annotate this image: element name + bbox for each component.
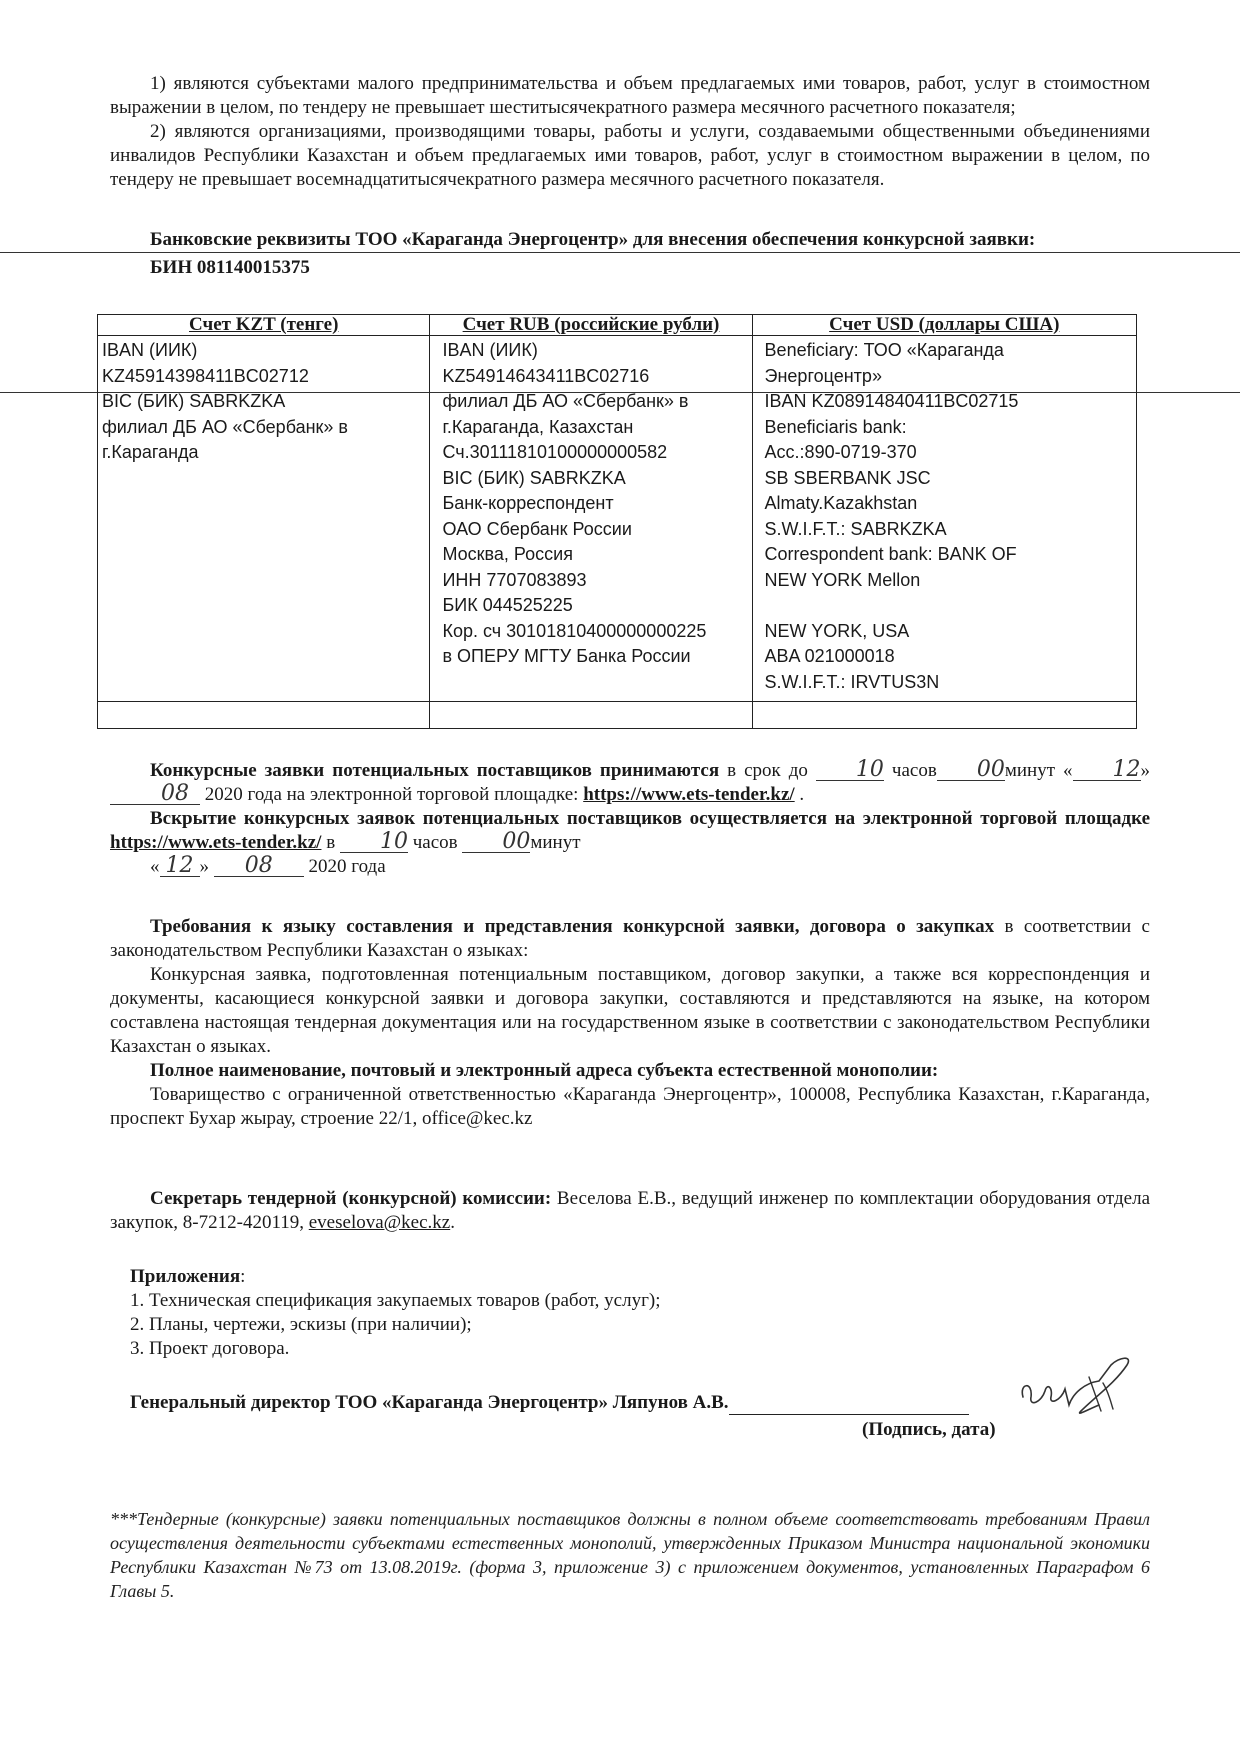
language-heading xyxy=(110,915,1150,963)
opening-text: » xyxy=(199,856,209,877)
language-body: Конкурсная заявка, подготовленная потенциальным поставщиком, договор закупки, а также вся корреспонденция и документы, касающиеся конкурсной заявки и договора закупки, составляются и представляются на языке, на котором составлена настоящая тендерная документация или на государственном языке в соответствии с законодательством Республики Казахстан о языках. xyxy=(110,964,1150,1057)
footnote-text: ***Тендерные (конкурсные) заявки потенциальных поставщиков должны в полном объеме соответствовать требованиям Правил осуществления деятельности субъектами естественных монополий, утвержденных Приказом Министра национальной экономики Республики Казахстан №73 от 13.08.2019г. (форма 3, приложение 3) с приложением документов, установленных Параграфом 6 Главы 5. xyxy=(110,1509,1150,1601)
acceptance-text: в срок до xyxy=(719,760,816,781)
usd-line: Beneficiary: ТОО «Караганда xyxy=(764,340,1004,360)
signature-block xyxy=(110,1391,1150,1447)
opening-text: 2020 года xyxy=(308,856,386,877)
appendix-title: Приложения xyxy=(130,1266,241,1287)
acceptance-text: » xyxy=(1140,760,1151,781)
usd-line: Acc.:890-0719-370 xyxy=(764,442,917,462)
header-rub: Счет RUB (российские рубли) xyxy=(430,315,752,336)
kzt-account-cell xyxy=(98,336,430,702)
language-bold: Требования к языку составления и представления конкурсной заявки, договора о закупках xyxy=(150,916,995,937)
address-body: Товарищество с ограниченной ответственностью «Караганда Энергоцентр», 100008, Республика Казахстан, г.Караганда, проспект Бухар жырау, строение 22/1, office@kec.kz xyxy=(110,1084,1150,1129)
opening-text: « xyxy=(150,856,160,877)
rub-line: BIC (БИК) SABRKZKA xyxy=(442,467,626,488)
opening-date-line xyxy=(110,855,1150,879)
handwritten-minute: 00 xyxy=(937,760,1005,781)
acceptance-text: . xyxy=(794,784,805,805)
rub-line: Кор. сч 30101810400000000225 xyxy=(442,620,707,641)
handwritten-minute-2: 00 xyxy=(462,832,530,853)
language-section xyxy=(110,915,1150,1131)
secretary-text: . xyxy=(450,1212,455,1233)
appendix-item: 3. Проект договора. xyxy=(130,1338,290,1359)
usd-line: Энергоцентр» xyxy=(764,365,882,386)
rub-line: KZ54914643411BC02716 xyxy=(442,365,650,386)
usd-line: S.W.I.F.T.: IRVTUS3N xyxy=(764,671,940,692)
signatory-text: Генеральный директор ТОО «Караганда Энергоцентр» Ляпунов А.В. xyxy=(130,1392,729,1413)
kzt-line: IBAN (ИИК) xyxy=(102,340,198,360)
bank-heading: Банковские реквизиты ТОО «Караганда Энергоцентр» для внесения обеспечения конкурсной заявки: xyxy=(150,229,1036,250)
secretary-paragraph xyxy=(110,1187,1150,1235)
kzt-line: KZ45914398411BC02712 xyxy=(102,365,309,386)
appendix-item: 2. Планы, чертежи, эскизы (при наличии); xyxy=(130,1314,472,1335)
usd-line: NEW YORK Mellon xyxy=(764,569,921,590)
appendix-colon: : xyxy=(240,1266,246,1287)
header-usd: Счет USD (доллары США) xyxy=(752,315,1136,336)
appendix-section xyxy=(110,1265,1150,1361)
signature-field-line xyxy=(729,1394,969,1415)
empty-cell xyxy=(98,702,430,729)
appendix-title-line xyxy=(110,1265,1150,1289)
handwritten-hour: 10 xyxy=(816,760,884,781)
usd-account-cell xyxy=(752,336,1136,702)
kzt-line: г.Караганда xyxy=(102,442,199,462)
opening-text: в xyxy=(321,832,340,853)
empty-cell xyxy=(752,702,1136,729)
rub-line: ИНН 7707083893 xyxy=(442,569,587,590)
criteria-item-1: 1) являются субъектами малого предпринимательства и объем предлагаемых ими товаров, работ, услуг в стоимостном выражении в целом, по тендеру не превышает шеститысячекратного размера месячного расчетного показателя; xyxy=(110,73,1150,118)
header-kzt: Счет KZT (тенге) xyxy=(98,315,430,336)
bin-number: БИН 081140015375 xyxy=(150,257,310,278)
rub-line: в ОПЕРУ МГТУ Банка России xyxy=(442,646,691,666)
usd-line: IBAN KZ08914840411BC02715 xyxy=(764,391,1019,411)
acceptance-text: часов xyxy=(883,760,937,781)
handwritten-day-2: 12 xyxy=(160,856,200,877)
footnote xyxy=(110,1507,1150,1603)
opening-text: минут xyxy=(530,832,581,853)
kzt-line: BIC (БИК) SABRKZKA xyxy=(102,391,286,411)
rub-account-cell xyxy=(430,336,752,702)
acceptance-bold: Конкурсные заявки потенциальных поставщиков принимаются xyxy=(150,760,720,781)
handwritten-month-2: 08 xyxy=(214,856,304,877)
acceptance-paragraph xyxy=(110,759,1150,807)
acceptance-text: 2020 года на электронной торговой площадке: xyxy=(204,784,584,805)
opening-bold: Вскрытие конкурсных заявок потенциальных поставщиков осуществляется на электронной торговой площадке xyxy=(150,808,1150,829)
secretary-section xyxy=(110,1187,1150,1235)
usd-line: Beneficiaris bank: xyxy=(764,416,907,437)
appendix-item: 1. Техническая спецификация закупаемых товаров (работ, услуг); xyxy=(130,1290,661,1311)
bank-section xyxy=(110,228,1150,280)
opening-text: часов xyxy=(407,832,463,853)
usd-line: SB SBERBANK JSC xyxy=(764,467,931,488)
opening-paragraph xyxy=(110,807,1150,855)
handwritten-hour-2: 10 xyxy=(340,832,408,853)
empty-cell xyxy=(430,702,752,729)
rub-line: Москва, Россия xyxy=(442,544,573,564)
secretary-bold: Секретарь тендерной (конкурсной) комиссии: xyxy=(150,1188,552,1209)
rub-line: БИК 044525225 xyxy=(442,595,573,615)
rub-line: филиал ДБ АО «Сбербанк» в xyxy=(442,391,689,411)
handwritten-month: 08 xyxy=(110,784,200,805)
handwritten-signature xyxy=(1015,1353,1145,1423)
usd-line: NEW YORK, USA xyxy=(764,620,910,641)
usd-line: Almaty.Kazakhstan xyxy=(764,493,918,513)
document-page xyxy=(102,72,1151,1603)
bank-details-table xyxy=(97,314,1137,729)
rub-line: Сч.30111810100000000582 xyxy=(442,442,668,462)
rub-line: Банк-корреспондент xyxy=(442,493,614,513)
secretary-email-link[interactable]: eveselova@kec.kz xyxy=(308,1212,451,1233)
handwritten-day: 12 xyxy=(1073,760,1141,781)
rub-line: ОАО Сбербанк России xyxy=(442,518,632,539)
usd-line: S.W.I.F.T.: SABRKZKA xyxy=(764,518,947,539)
criteria-item-2: 2) являются организациями, производящими товары, работы и услуги, создаваемыми общественными объединениями инвалидов Республики Казахстан и объем предлагаемых ими товаров, работ, услуг в стоимостном выражении в целом, по тендеру не превышает восемнадцатитысячекратного размера месячного расчетного показателя. xyxy=(110,121,1150,190)
rub-line: г.Караганда, Казахстан xyxy=(442,416,634,437)
ets-tender-link-2[interactable]: https://www.ets-tender.kz/ xyxy=(110,832,322,853)
usd-line: Correspondent bank: BANK OF xyxy=(764,544,1017,564)
acceptance-text: минут xyxy=(1004,760,1055,781)
usd-line xyxy=(765,593,1132,619)
language-text: в соответствии с законодательством Республики Казахстан о языках: xyxy=(110,916,1150,961)
kzt-line: филиал ДБ АО «Сбербанк» в xyxy=(102,416,348,437)
rub-line: IBAN (ИИК) xyxy=(442,340,538,360)
ets-tender-link[interactable]: https://www.ets-tender.kz/ xyxy=(583,784,795,805)
usd-line: ABA 021000018 xyxy=(764,646,895,666)
address-heading: Полное наименование, почтовый и электронный адреса субъекта естественной монополии: xyxy=(150,1060,939,1081)
secretary-text: Веселова Е.В., ведущий инженер по комплектации оборудования отдела закупок, 8-7212-420119, xyxy=(110,1188,1150,1233)
signature-caption: (Подпись, дата) xyxy=(862,1419,996,1440)
acceptance-text: « xyxy=(1063,760,1073,781)
signature-line xyxy=(110,1391,1150,1415)
acceptance-section xyxy=(110,759,1150,879)
